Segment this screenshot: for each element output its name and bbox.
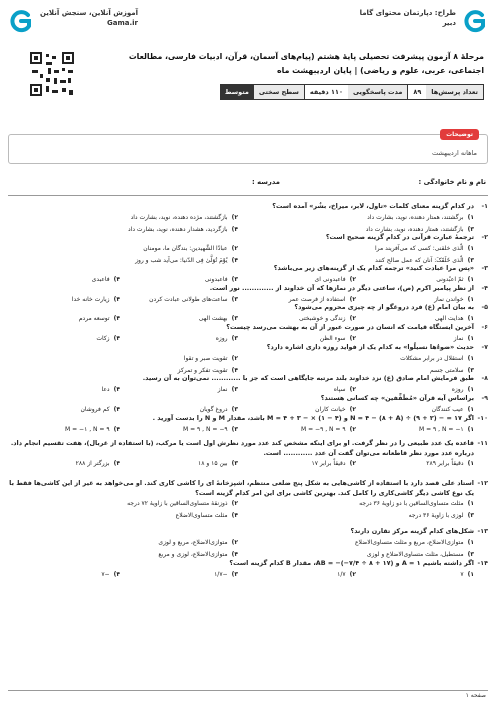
option-number: ۴) [113, 335, 120, 342]
option-text: توسعه مردم [78, 315, 110, 322]
exam-stats [220, 84, 484, 100]
option-number: ۲) [231, 245, 238, 252]
question-number: ۴- [481, 284, 488, 292]
option-text: زندگی و خوشبختی [298, 315, 346, 322]
question-number: ۱۰- [477, 414, 488, 422]
option-number: ۴) [231, 367, 238, 374]
option-number: ۳) [467, 226, 474, 233]
header-left-text [40, 8, 138, 28]
question-text: ترجمهٔ عبارت قرآنی در کدام گزینه صحیح است؟ [325, 233, 474, 241]
answer-option[interactable] [359, 498, 474, 510]
option-text: ساعت‌های طولانی عبادت کردن [149, 296, 228, 303]
option-text: سلامتی جسم [429, 367, 464, 374]
description-box [8, 131, 488, 164]
stat-question-count [408, 84, 484, 100]
stat-duration [305, 84, 408, 100]
answer-option[interactable] [460, 569, 474, 581]
option-number: ۴) [231, 257, 238, 264]
slogan: آموزش آنلاین، سنجش آنلاین [40, 9, 139, 17]
question-number: ۶- [481, 323, 488, 331]
question-stem [8, 201, 488, 212]
question-stem [8, 342, 488, 353]
option-number: ۱) [467, 571, 474, 578]
designer-label: طراح: دپارتمان محتوای گاما [359, 9, 456, 17]
answer-option[interactable] [183, 424, 238, 436]
option-text: متوازی‌الاضلاع، مربع و لوزی [158, 539, 228, 546]
question-text: «پس مرا عبادت کنید» ترجمه کدام یک از گزینه‌های زیر می‌باشد؟ [273, 264, 474, 272]
option-text: بازگردید، هشدار دهنده، نوید، بشارت داد [128, 226, 228, 233]
option-number: ۳) [231, 460, 238, 467]
answer-option[interactable] [375, 243, 474, 255]
option-number: ۴) [231, 226, 238, 233]
footer-divider [8, 690, 488, 691]
option-number: ۳) [231, 276, 238, 283]
header-right-text [360, 8, 456, 28]
answer-option[interactable] [143, 243, 238, 255]
question-stem [8, 302, 488, 313]
option-text: متوازی‌الاضلاع، لوزی و مربع [158, 551, 228, 558]
option-number: ۴) [231, 551, 238, 558]
option-number: ۱) [467, 276, 474, 283]
answer-option[interactable] [131, 212, 238, 224]
option-text: هدایت الهی [434, 315, 464, 322]
option-text: M = −۹ , N = ۹ [301, 426, 346, 433]
option-number: ۴) [113, 296, 120, 303]
option-number: ۳) [231, 571, 238, 578]
answer-option[interactable] [355, 537, 474, 549]
option-text: بازگشتند، مژده دهنده، نوید، بشارت داد [130, 214, 228, 221]
option-number: ۱) [467, 500, 474, 507]
answer-option[interactable] [158, 537, 238, 549]
option-number: ۱) [467, 406, 474, 413]
option-row [8, 353, 488, 365]
option-text: کم فروشان [80, 406, 110, 413]
option-text: M = ۹ , N = −۹ [183, 426, 228, 433]
question-stem [8, 263, 488, 274]
question-text: استاد علی قصد دارد با استفاده از کاشی‌هایی به شکل پنج ضلعی منتظم، اشپزخانهٔ ای را کاشی کاری کند. او می‌خواهد به غیر از این کاشی‌ها فقط با یک نوع کاشی دیگر کاشی‌کاری را کامل کند. بهترین کاشی برای این امر کدام گزینه است؟ [9, 479, 474, 497]
answer-option[interactable] [101, 569, 120, 581]
option-text: مثلث متساوی‌الاضلاع [175, 512, 228, 519]
option-number: ۱) [467, 335, 474, 342]
teacher-label: دبیر [442, 19, 456, 27]
option-text: سپاه [333, 386, 346, 393]
option-number: ۳) [231, 296, 238, 303]
answer-option[interactable] [311, 458, 356, 470]
option-number: ۳) [231, 335, 238, 342]
site-url[interactable]: Gama.ir [107, 19, 139, 27]
option-text: تقویت تفکر و تمرکز [177, 367, 228, 374]
option-text: الّذی خَلَقَکَ: آنان که عمل صالح کنند [375, 257, 464, 264]
option-number: ۲) [349, 571, 356, 578]
option-number: ۱) [467, 460, 474, 467]
school-field-label[interactable]: مدرسه : [252, 178, 280, 186]
option-text: دعا [101, 386, 110, 393]
option-number: ۱) [467, 296, 474, 303]
question-item [8, 526, 488, 561]
question-item [8, 413, 488, 436]
question-number: ۱- [481, 202, 488, 210]
name-field-label[interactable]: نام و نام خانوادگی : [418, 178, 486, 186]
question-number: ۸- [481, 374, 488, 382]
question-text: حدیث «ضوءُها نسیلُوا» به کدام یک از فواید روزه داری اشاره دارد؟ [266, 343, 474, 351]
option-number: ۱) [467, 245, 474, 252]
answer-option[interactable] [409, 510, 474, 522]
option-text: زکات [96, 335, 110, 342]
gama-logo-icon [460, 6, 490, 36]
option-text: دروغ گویان [199, 406, 228, 413]
question-number: ۷- [481, 343, 488, 351]
stat-label: تعداد پرسش‌ها [426, 85, 483, 99]
answer-option[interactable] [301, 424, 356, 436]
option-text: استفاده از فرصت عمر [288, 296, 346, 303]
question-number: ۹- [481, 394, 488, 402]
page-header [6, 4, 490, 46]
answer-option[interactable] [127, 498, 238, 510]
option-number: ۲) [231, 214, 238, 221]
question-number: ۵- [481, 303, 488, 311]
option-text: خیانت کاران [315, 406, 346, 413]
option-text: برگشتند، همتار دهنده، نوید، بشارت داد [367, 214, 464, 221]
question-number: ۳- [481, 264, 488, 272]
answer-option[interactable] [65, 424, 120, 436]
divider [8, 195, 488, 196]
question-number: ۱۱- [477, 439, 488, 447]
option-text: −۱/۷ [214, 571, 228, 578]
option-text: روزه [451, 386, 464, 393]
option-row [8, 424, 488, 436]
gama-logo-small-icon [6, 6, 36, 36]
answer-option[interactable] [76, 458, 120, 470]
option-text: روزه [215, 335, 228, 342]
option-number: ۱) [467, 386, 474, 393]
option-text: −۷ [101, 571, 110, 578]
option-text: سوء الظن [319, 335, 346, 342]
option-number: ۲) [231, 539, 238, 546]
option-text: یُوْمَ تُوَلَّیٰ فِی الدّنیا: می‌آید شب و روز [135, 257, 228, 264]
option-text: تقویت صبر و تقوا [183, 355, 228, 362]
answer-option[interactable] [337, 569, 356, 581]
option-row [8, 569, 488, 581]
option-number: ۳) [231, 426, 238, 433]
option-text: لوزی با زاویهٔ ۳۶ درجه [408, 512, 464, 519]
answer-option[interactable] [214, 569, 238, 581]
question-stem [8, 558, 488, 569]
option-text: نماز [217, 386, 228, 393]
option-number: ۲) [349, 406, 356, 413]
question-stem [8, 283, 488, 294]
option-number: ۴) [113, 460, 120, 467]
stat-value: متوسط [220, 85, 254, 99]
question-item [8, 558, 488, 581]
question-text: شکل‌های کدام گزینه مرکز تقارن دارند؟ [350, 527, 474, 535]
option-number: ۳) [231, 386, 238, 393]
question-stem [8, 393, 488, 404]
option-text: متوازی‌الاضلاع، مربع و مثلث متساوی‌الاضلاع [354, 539, 464, 546]
answer-option[interactable] [400, 353, 474, 365]
option-number: ۴) [113, 276, 120, 283]
option-number: ۴) [113, 406, 120, 413]
option-text: فاعبدی [91, 276, 110, 283]
option-number: ۲) [349, 386, 356, 393]
option-number: ۳) [231, 315, 238, 322]
option-number: ۲) [231, 355, 238, 362]
stat-label: سطح سختی [254, 85, 304, 99]
option-number: ۳) [467, 367, 474, 374]
description-text: ماهانه اردیبهشت [431, 149, 477, 157]
question-item [8, 232, 488, 267]
option-number: ۲) [349, 296, 356, 303]
question-number: ۲- [481, 233, 488, 241]
question-number: ۱۴- [477, 559, 488, 567]
answer-option[interactable] [367, 212, 474, 224]
description-tag: توضیحات [440, 129, 479, 140]
stat-value: ۸۹ [408, 85, 426, 99]
option-text: ۱/۷ [337, 571, 346, 578]
option-text: بهشت الهی [198, 315, 228, 322]
option-number: ۲) [349, 335, 356, 342]
question-text: طبق فرمایش امام صادق (ع) نزد خداوند بلند مرتبه جایگاهی است که جز با ............ نمی‌توان به آن رسید. [142, 374, 474, 382]
option-number: ۱) [467, 355, 474, 362]
question-text: براساس آیه قرآن «مُطَفِّفین» چه کسانی هستند؟ [320, 394, 474, 402]
question-item [8, 438, 488, 470]
option-text: مستطیل، مثلث متساوی‌الاضلاع و لوزی [366, 551, 464, 558]
answer-option[interactable] [419, 424, 474, 436]
option-number: ۲) [231, 500, 238, 507]
question-number: ۱۲- [477, 479, 488, 487]
answer-option[interactable] [176, 510, 238, 522]
question-text: اگر داشته باشیم A = ۱ و AB = −(−۷/۴ ÷ ۸ + ۱۷)، مقدار B کدام گزینه است؟ [229, 559, 474, 567]
option-text: زیارت خانه خدا [71, 296, 110, 303]
option-text: ذوزنقهٔ متساوی‌الساقین با زاویهٔ ۷۲ درجه [127, 500, 228, 507]
question-text: آخرین ایستگاه قیامت که انسان در صورت عبور از آن به بهشت می‌رسد چیست؟ [226, 323, 474, 331]
question-text: در کدام گزینه معنای کلمات «تاول، لابر، میراخ، بشُر» آمده است؟ [272, 202, 474, 210]
option-text: دقیقاً برابر ۱۷ [311, 460, 346, 467]
exam-title: مرحلهٔ ۸ آزمون پیشرفت تحصیلی پایهٔ هشتم (پیام‌های آسمان، قرآن، ادبیات فارسی، مطالعات اجتماعی، عربی، علوم و ریاضی) | پایان اردیبهشت ماه [128, 52, 484, 75]
option-text: خواندن نماز [434, 296, 464, 303]
question-stem [8, 322, 488, 333]
option-text: دقیقاً برابر ۲۸۹ [426, 460, 464, 467]
option-text: عبادًا الشَّهیدین: بندگان ما، مومنان [143, 245, 228, 252]
option-number: ۴) [113, 315, 120, 322]
option-row [8, 243, 488, 255]
option-number: ۱) [467, 426, 474, 433]
question-stem [8, 373, 488, 384]
option-text: الّذی خلقنی: کسی که می‌آفریند مرا [374, 245, 464, 252]
option-number: ۴) [113, 426, 120, 433]
question-item [8, 201, 488, 236]
stat-difficulty [220, 84, 305, 100]
stat-label: مدت پاسخگویی [348, 85, 407, 99]
option-text: مثلث متساوی‌الساقین با دو زاویهٔ ۳۶ درجه [359, 500, 464, 507]
question-number: ۱۳- [477, 527, 488, 535]
qr-code-icon [28, 50, 76, 98]
option-number: ۲) [349, 276, 356, 283]
answer-option[interactable] [198, 458, 238, 470]
option-text: فاعبدونی [204, 276, 228, 283]
question-stem [8, 478, 488, 498]
question-stem [8, 526, 488, 537]
option-number: ۲) [349, 315, 356, 322]
option-text: بازگشتند، همتار دهنده، نوید، بشارت داد [365, 226, 464, 233]
option-number: ۱) [467, 315, 474, 322]
answer-option[interactable] [184, 353, 238, 365]
answer-option[interactable] [426, 458, 474, 470]
option-text: نماز [453, 335, 464, 342]
option-number: ۳) [467, 512, 474, 519]
option-text: عیب کنندگان [431, 406, 464, 413]
option-row [8, 212, 488, 224]
option-text: ۷ [460, 571, 464, 578]
question-item [8, 342, 488, 377]
student-info-row [8, 178, 488, 192]
option-number: ۳) [231, 406, 238, 413]
option-number: ۱) [467, 539, 474, 546]
option-number: ۲) [349, 426, 356, 433]
question-text: اگر N = ۴ − (۸ + A) ÷ (۹ + ۲) − = ۱۷ و M = ۴ + ۳ − × (۱ − ۴) باشد، مقدار M و N را بدست آورید . [152, 414, 474, 422]
stat-value: ۱۱۰ دقیقه [305, 85, 348, 99]
option-number: ۲) [349, 460, 356, 467]
option-text: استقلال در برابر مشکلات [400, 355, 464, 362]
option-number: ۱) [467, 214, 474, 221]
option-row [8, 498, 488, 510]
option-number: ۳) [467, 551, 474, 558]
question-text: قاعده یک عدد طبیعی را در نظر گرفت. او برای اینکه مشخص کند عدد مورد نظرش اول است یا مرکب، (با استفاده از غربال)، هفت تقسیم انجام داد. درباره عدد مورد نظر قاطعانه می‌توان گفت آن عدد ............ است. [10, 439, 474, 457]
option-text: فاعبدونی ای [314, 276, 346, 283]
option-text: M = ۹ , N = −۱ [419, 426, 464, 433]
question-stem [8, 438, 488, 458]
page-number: صفحه ۱ [465, 692, 486, 699]
option-number: ۳) [467, 257, 474, 264]
question-stem [8, 413, 488, 424]
option-text: بین ۱۵ و ۱۸ [197, 460, 228, 467]
question-item [8, 478, 488, 522]
question-text: از نظر پیامبر اکرم (ص)، ساعتی دیگر در نماز‌ها که آن خداوند از ............. نور است. [209, 284, 474, 292]
question-text: به بیان امام (ع) فرد دروغگو از چه چیزی محروم می‌شود؟ [294, 303, 474, 311]
option-row [8, 458, 488, 470]
option-row [8, 537, 488, 549]
option-row [8, 510, 488, 522]
option-text: ثمّ اعبُدونی [436, 276, 464, 283]
option-text: M = −۱ , N = ۹ [65, 426, 110, 433]
option-number: ۴) [231, 512, 238, 519]
option-number: ۴) [113, 386, 120, 393]
option-text: بزرگتر از ۲۸۸ [75, 460, 110, 467]
question-stem [8, 232, 488, 243]
option-number: ۴) [113, 571, 120, 578]
